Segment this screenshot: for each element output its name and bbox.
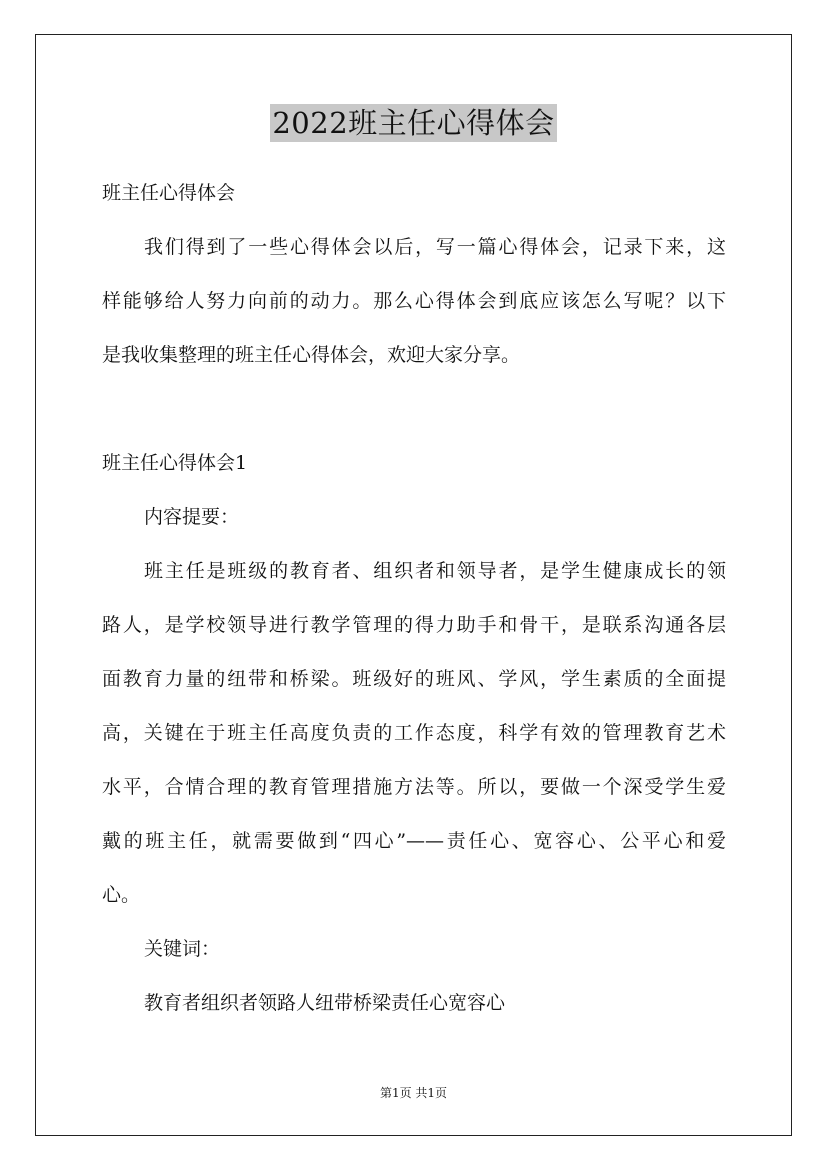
intro-paragraph [102, 220, 726, 382]
keywords-text: 教育者组织者领路人纽带桥梁责任心宽容心 [144, 992, 506, 1014]
title-area [0, 104, 827, 142]
abstract-label: 内容提要： [144, 506, 240, 528]
paragraph-line: 班主任是班级的教育者、组织者和领导者，是学生健康成长的领 [144, 560, 726, 582]
document-subtitle: 班主任心得体会 [102, 182, 236, 204]
document-title: 2022班主任心得体会 [272, 106, 555, 140]
keywords-label-block [102, 922, 726, 976]
paragraph-line: 戴的班主任，就需要做到“四心”——责任心、宽容心、公平心和爱 [102, 830, 726, 852]
keywords-block [102, 976, 726, 1030]
subtitle-block [102, 166, 726, 220]
section-heading: 班主任心得体会1 [102, 452, 248, 474]
page-footer: 第1页 共1页 [379, 1086, 448, 1100]
paragraph-line: 路人，是学校领导进行教学管理的得力助手和骨干，是联系沟通各层 [102, 614, 726, 636]
abstract-label-block [102, 490, 726, 544]
paragraph-line: 是我收集整理的班主任心得体会，欢迎大家分享。 [102, 344, 521, 366]
paragraph-line: 高，关键在于班主任高度负责的工作态度，科学有效的管理教育艺术 [102, 722, 726, 744]
section-heading-block [102, 436, 726, 490]
abstract-paragraph [102, 544, 726, 922]
paragraph-line: 我们得到了一些心得体会以后，写一篇心得体会，记录下来，这 [144, 236, 726, 258]
paragraph-line: 水平，合情合理的教育管理措施方法等。所以，要做一个深受学生爱 [102, 776, 726, 798]
paragraph-line: 面教育力量的纽带和桥梁。班级好的班风、学风，学生素质的全面提 [102, 668, 726, 690]
paragraph-line: 心。 [102, 884, 141, 906]
keywords-label: 关键词： [144, 938, 221, 960]
paragraph-line: 样能够给人努力向前的动力。那么心得体会到底应该怎么写呢？以下 [102, 290, 726, 312]
